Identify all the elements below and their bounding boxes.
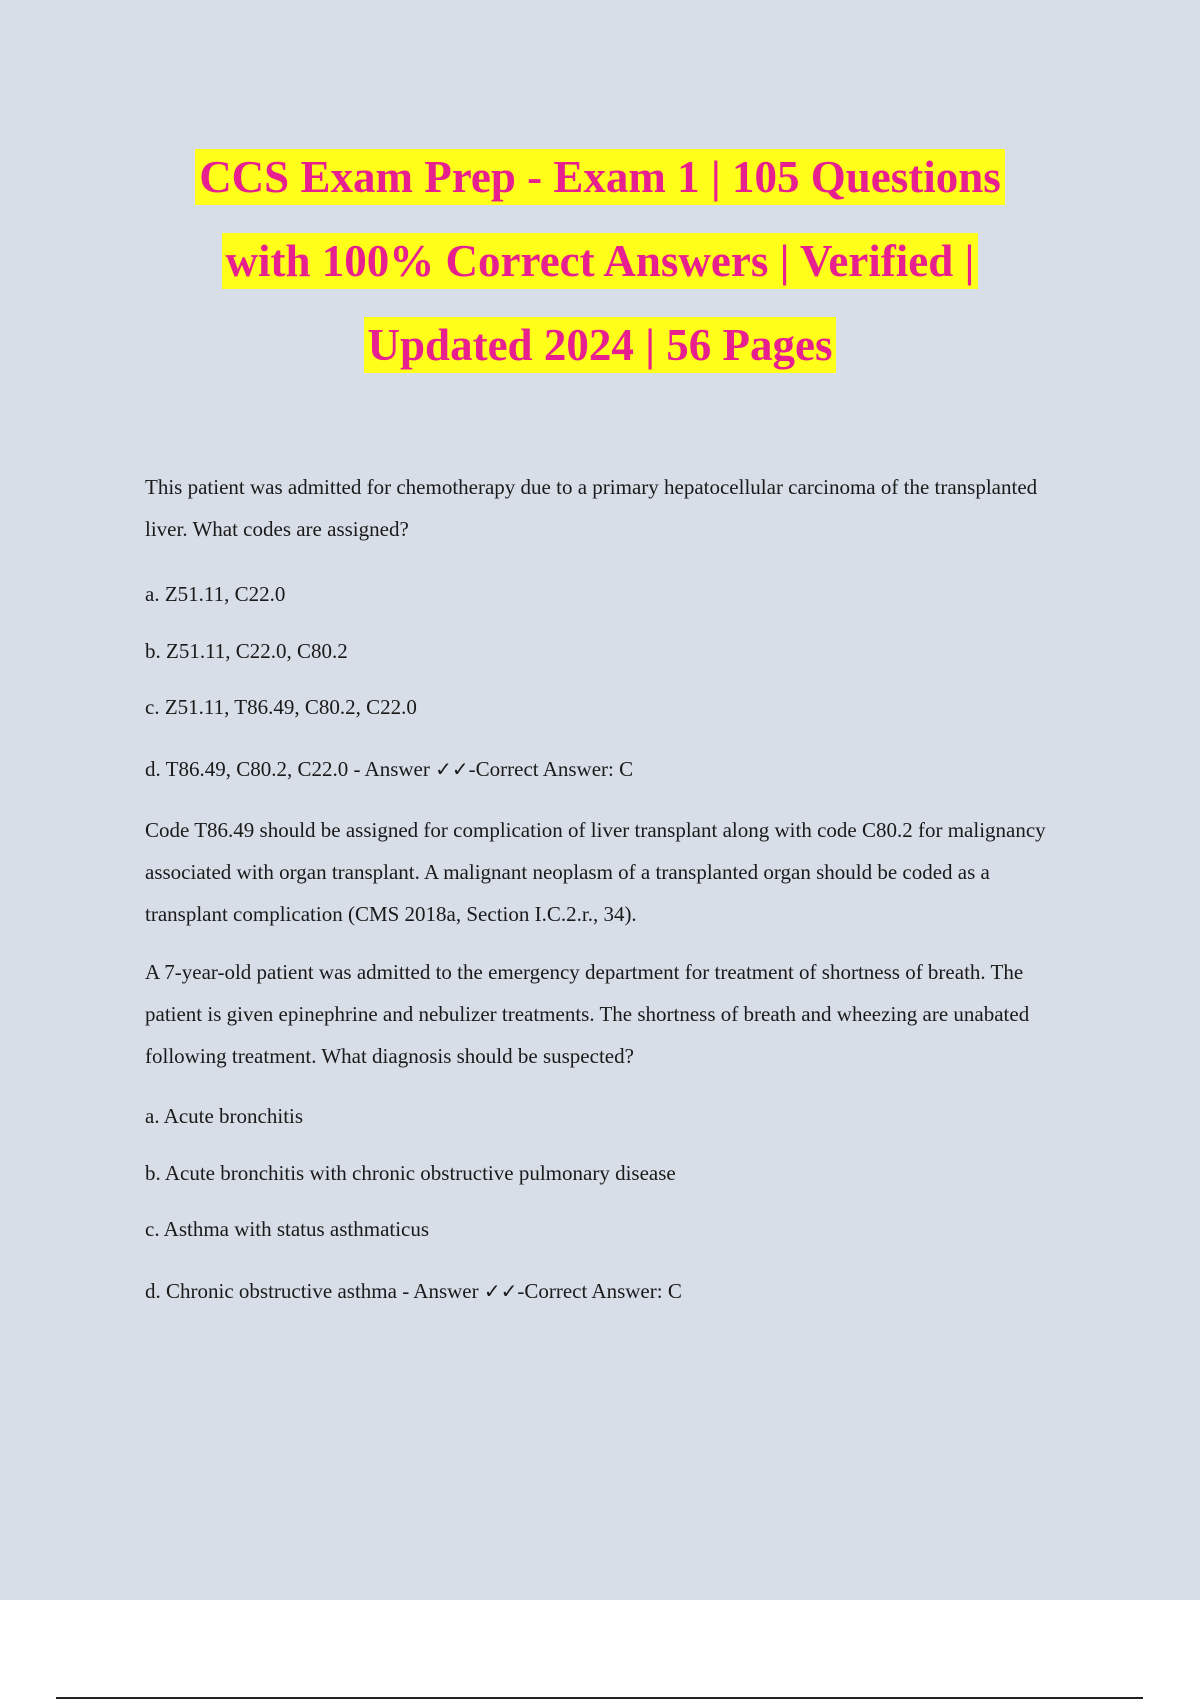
check-mark-icon: ✓✓ — [435, 757, 469, 781]
title-line-3: Updated 2024 | 56 Pages — [364, 317, 837, 373]
question-2-answer: -Correct Answer: C — [517, 1279, 682, 1303]
question-1-rationale: Code T86.49 should be assigned for complication of liver transplant along with code C80.2 for malignancy associated with organ transplant. A malignant neoplasm of a transplanted organ should be coded as a transplant complication (CMS 2018a, Section I.C.2.r., 34). — [145, 818, 1046, 926]
footer-divider — [56, 1697, 1143, 1699]
question-1-stem: This patient was admitted for chemotherapy due to a primary hepatocellular carcinoma of the transplanted liver. What codes are assigned? — [145, 475, 1038, 541]
question-2-option-d — [145, 1270, 1075, 1312]
question-1-option-d — [145, 748, 1075, 790]
question-1-option-a: a. Z51.11, C22.0 — [145, 582, 286, 606]
question-2-stem: A 7-year-old patient was admitted to the emergency department for treatment of shortness of breath. The patient is given epinephrine and nebulizer treatments. The shortness of breath and wheezing are unabated following treatment. What diagnosis should be suspected? — [145, 960, 1030, 1068]
question-1-answer: -Correct Answer: C — [468, 757, 634, 781]
question-2-option-b: b. Acute bronchitis with chronic obstructive pulmonary disease — [145, 1161, 676, 1185]
title-line-1: CCS Exam Prep - Exam 1 | 105 Questions — [195, 149, 1005, 205]
question-2-option-c: c. Asthma with status asthmaticus — [145, 1217, 430, 1241]
check-mark-icon: ✓✓ — [483, 1279, 518, 1303]
question-1-option-d-text: d. T86.49, C80.2, C22.0 - Answer — [145, 757, 436, 781]
title-line-2: with 100% Correct Answers | Verified | — [222, 233, 979, 289]
question-2-option-a: a. Acute bronchitis — [145, 1104, 304, 1128]
question-1-option-b: b. Z51.11, C22.0, C80.2 — [145, 639, 348, 663]
question-1-option-c: c. Z51.11, T86.49, C80.2, C22.0 — [145, 695, 417, 719]
document-title — [0, 135, 1200, 387]
question-2-option-d-text: d. Chronic obstructive asthma - Answer — [145, 1279, 484, 1303]
